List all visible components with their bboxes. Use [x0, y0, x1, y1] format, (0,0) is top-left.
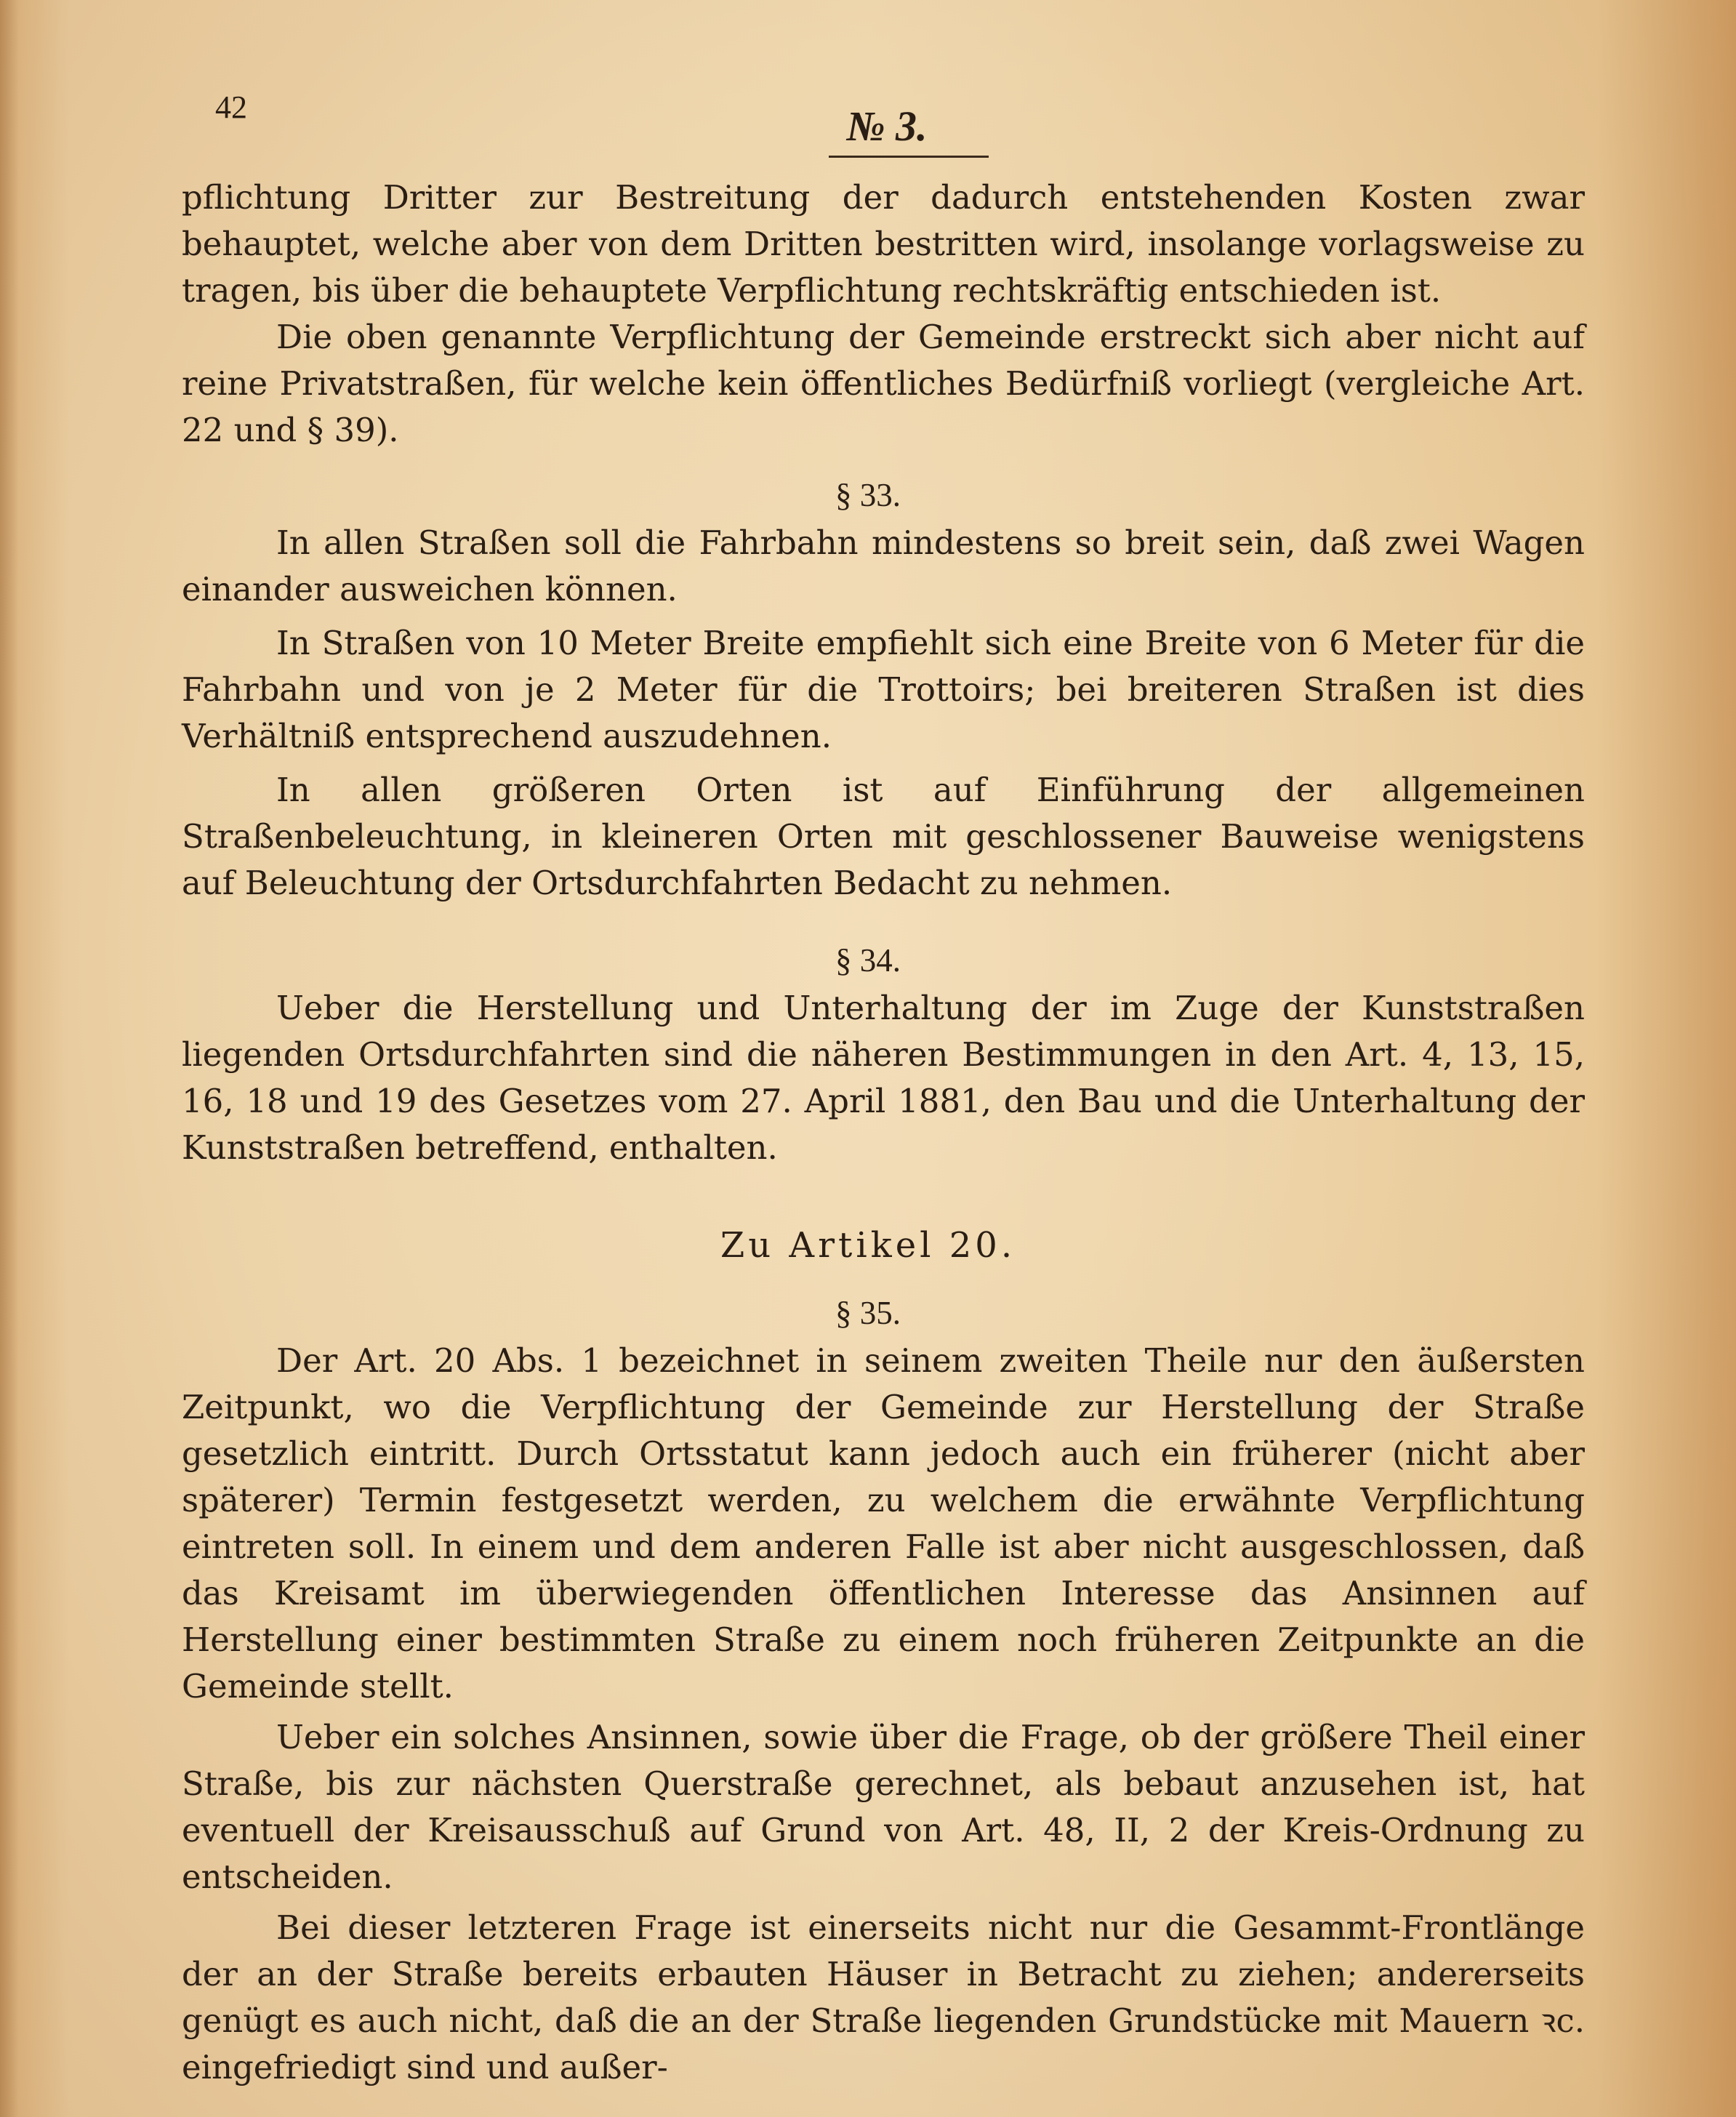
section-35-paragraph-3: Bei dieser letzteren Frage ist einerseits nicht nur die Gesammt-Frontlänge der an der Straße bereits erbauten Häuser in Betracht zu ziehen; andererseits genügt es auch nicht, daß die an der Straße liegenden Grundstücke mit Mauern ꝛc. eingefriedigt sind und außer- — [182, 1908, 1585, 2086]
section-34-paragraph-1: Ueber die Herstellung und Unterhaltung der im Zuge der Kunststraßen liegenden Ortsdurchfahrten sind die näheren Bestimmungen in den Art. 4, 13, 15, 16, 18 und 19 des Gesetzes vom 27. April 1881, den Bau und die Unterhaltung der Kunststraßen betreffend, enthalten. — [182, 989, 1585, 1167]
section-33-heading: § 33. — [835, 477, 901, 513]
section-35-paragraph-2: Ueber ein solches Ansinnen, sowie über die Frage, ob der größere Theil einer Straße, bis zur nächsten Querstraße gerechnet, als bebaut anzusehen ist, hat eventuell der Kreisausschuß auf Grund von Art. 48, II, 2 der Kreis-Ordnung zu entscheiden. — [182, 1718, 1585, 1896]
page-number: 42 — [215, 89, 247, 125]
title-underline — [829, 156, 989, 158]
page-edge-shadow — [0, 0, 19, 2117]
intro-paragraph-2: Die oben genannte Verpflichtung der Gemeinde erstreckt sich aber nicht auf reine Privatstraßen, für welche kein öffentliches Bedürfniß vorliegt (vergleiche Art. 22 und § 39). — [182, 318, 1585, 449]
artikel-20-heading: Zu Artikel 20. — [720, 1225, 1016, 1266]
section-33-paragraph-2: In Straßen von 10 Meter Breite empfiehlt sich eine Breite von 6 Meter für die Fahrbahn und von je 2 Meter für die Trottoirs; bei breiteren Straßen ist dies Verhältniß entsprechend auszudehnen. — [182, 624, 1585, 755]
section-33-paragraph-3: In allen größeren Orten ist auf Einführung der allgemeinen Straßenbeleuchtung, in kleineren Orten mit geschlossener Bauweise wenigstens auf Beleuchtung der Ortsdurchfahrten Bedacht zu nehmen. — [182, 771, 1585, 902]
section-34-heading: § 34. — [835, 942, 901, 979]
document-number-title: № 3. — [846, 103, 928, 150]
intro-block — [182, 174, 1585, 454]
section-33-block — [182, 520, 1585, 907]
section-35-block — [182, 1338, 1585, 2091]
section-35-paragraph-1: Der Art. 20 Abs. 1 bezeichnet in seinem zweiten Theile nur den äußersten Zeitpunkt, wo die Verpflichtung der Gemeinde zur Herstellung der Straße gesetzlich eintritt. Durch Ortsstatut kann jedoch auch ein früherer (nicht aber späterer) Termin festgesetzt werden, zu welchem die erwähnte Verpflichtung eintreten soll. In einem und dem anderen Falle ist aber nicht ausgeschlossen, daß das Kreisamt im überwiegenden öffentlichen Interesse das Ansinnen auf Herstellung einer bestimmten Straße zu einem noch früheren Zeitpunkte an die Gemeinde stellt. — [182, 1341, 1585, 1706]
section-35-heading: § 35. — [835, 1295, 901, 1331]
section-34-block — [182, 985, 1585, 1171]
intro-paragraph-1: pflichtung Dritter zur Bestreitung der dadurch entstehenden Kosten zwar behauptet, welche aber von dem Dritten bestritten wird, insolange vorlagsweise zu tragen, bis über die behauptete Verpflichtung rechtskräftig entschieden ist. — [182, 178, 1585, 310]
section-33-paragraph-1: In allen Straßen soll die Fahrbahn mindestens so breit sein, daß zwei Wagen einander ausweichen können. — [182, 523, 1585, 608]
